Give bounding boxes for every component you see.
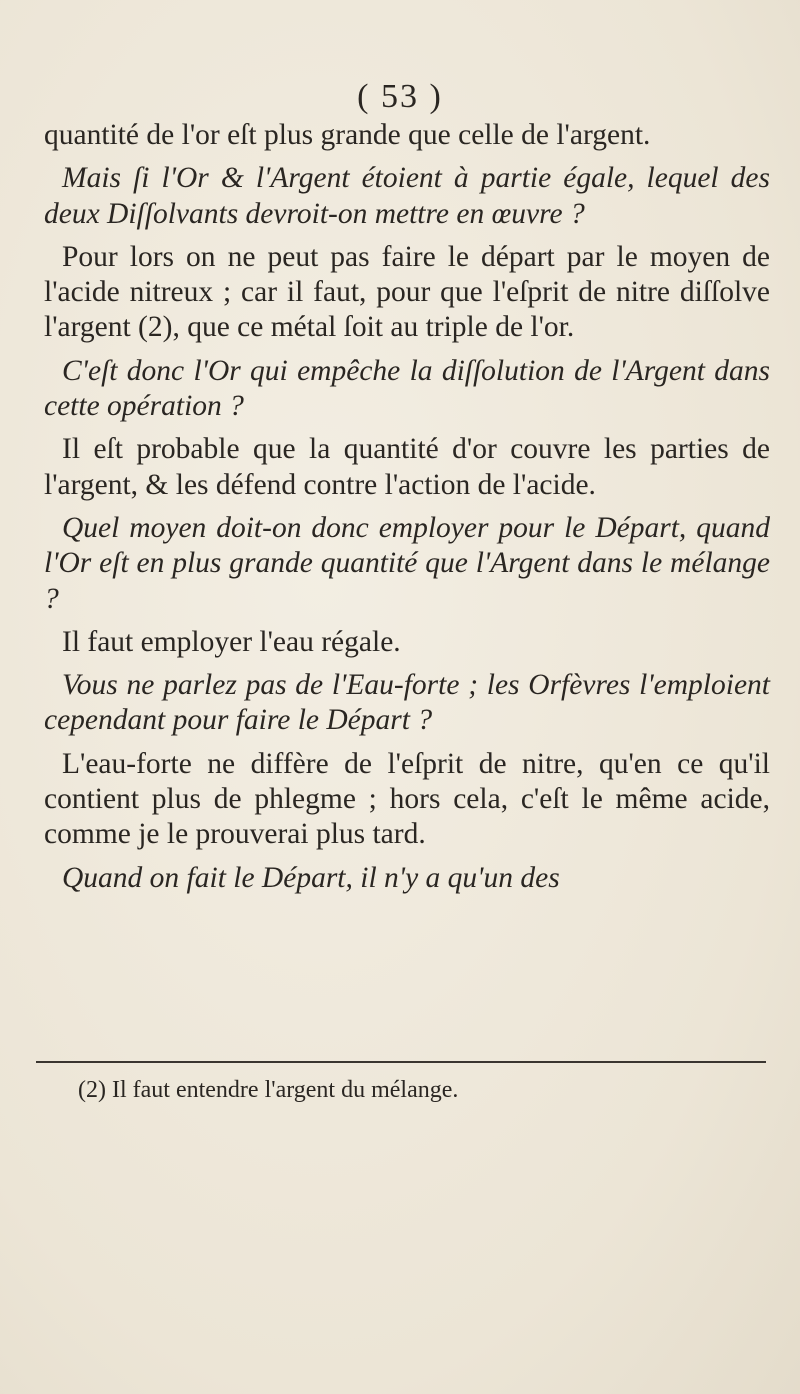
paragraph: Il faut employer l'eau régale. xyxy=(62,625,401,658)
footnote: (2) Il faut entendre l'argent du mélange. xyxy=(78,1077,459,1103)
question-paragraph: Mais ſi l'Or & l'Argent étoient à partie égale, lequel des deux Diſſolvants devroit-on mettre en œuvre ? xyxy=(44,162,770,230)
page-number: ( 53 ) xyxy=(357,78,443,115)
paragraph: Il eſt probable que la quantité d'or couvre les parties de l'argent, & les défend contre l'action de l'acide. xyxy=(44,433,770,501)
paragraph: L'eau-forte ne diffère de l'eſprit de nitre, qu'en ce qu'il contient plus de phlegme ; hors cela, c'eſt le même acide, comme je le prouverai plus tard. xyxy=(44,747,770,851)
question-paragraph: Quand on fait le Départ, il n'y a qu'un des xyxy=(62,861,560,894)
footnote-divider xyxy=(36,1061,766,1063)
question-paragraph: C'eſt donc l'Or qui empêche la diſſolution de l'Argent dans cette opération ? xyxy=(44,354,770,423)
body-text xyxy=(44,118,770,896)
paragraph: quantité de l'or eſt plus grande que celle de l'argent. xyxy=(44,119,651,151)
question-paragraph: Vous ne parlez pas de l'Eau-forte ; les Orfèvres l'emploient cependant pour faire le Départ ? xyxy=(44,669,770,737)
question-paragraph: Quel moyen doit-on donc employer pour le Départ, quand l'Or eſt en plus grande quantité que l'Argent dans le mélange ? xyxy=(44,511,770,615)
paragraph: Pour lors on ne peut pas faire le départ par le moyen de l'acide nitreux ; car il faut, pour que l'eſprit de nitre diſſolve l'argent (2), que ce métal ſoit au triple de l'or. xyxy=(44,240,770,344)
